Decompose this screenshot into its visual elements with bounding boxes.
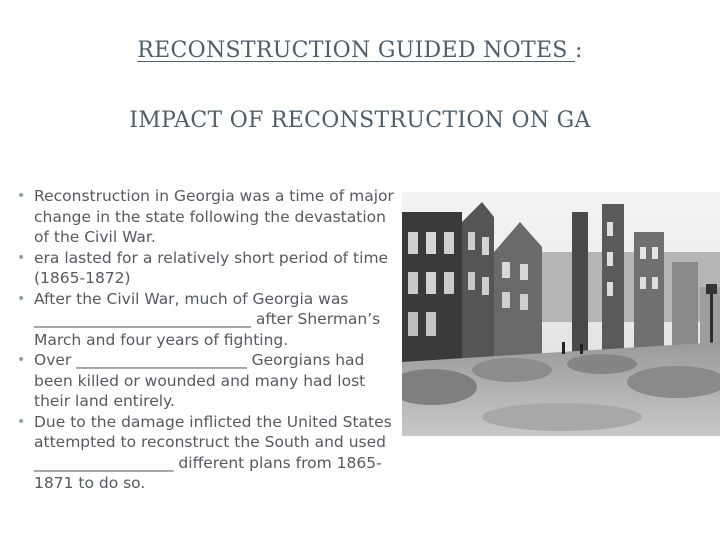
note-text: Over ______________________ Georgians had been killed or wounded and many had lost their land entirely. [34, 351, 366, 410]
bullet-icon: • [17, 352, 26, 368]
slide-title [0, 38, 720, 63]
bullet-icon: • [17, 249, 26, 266]
note-item [16, 186, 401, 248]
note-text: After the Civil War, much of Georgia was ____________________________ after Sherman’s March and four years of fighting. [34, 289, 381, 349]
note-text: Due to the damage inflicted the United States attempted to reconstruct the South and used __________________ different plans from 1865-1871 to do so. [34, 412, 392, 492]
note-text: Reconstruction in Georgia was a time of major change in the state following the devastation of the Civil War. [34, 187, 394, 246]
bullet-icon: • [17, 413, 26, 430]
note-item [16, 248, 401, 289]
slide-title-colon: : [574, 38, 583, 63]
note-item [16, 289, 401, 351]
note-item [16, 350, 401, 412]
slide-title-text: RECONSTRUCTION GUIDED NOTES [137, 38, 575, 63]
ruined-city-photograph [402, 192, 720, 436]
bullet-icon: • [17, 188, 26, 204]
notes-list [16, 186, 401, 494]
note-item [16, 412, 401, 494]
bullet-icon: • [17, 290, 26, 307]
slide-subtitle: IMPACT OF RECONSTRUCTION ON GA [129, 108, 591, 133]
note-text: era lasted for a relatively short period of time (1865-1872) [34, 248, 389, 287]
